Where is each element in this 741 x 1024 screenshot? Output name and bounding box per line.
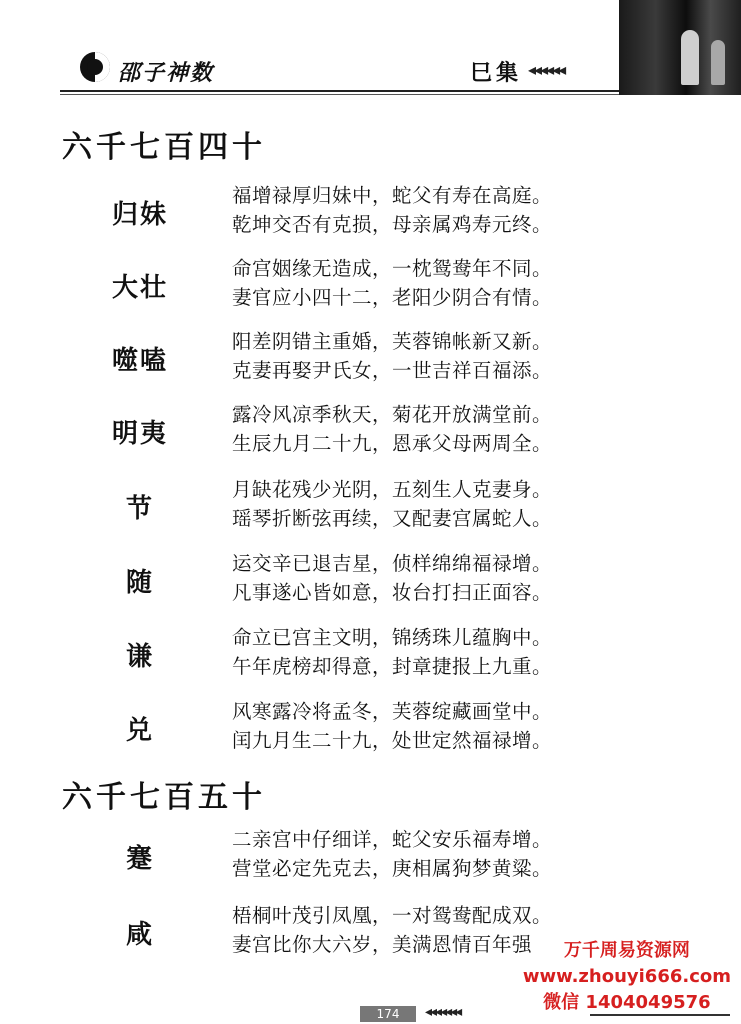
section-title: 六千七百四十	[62, 130, 266, 165]
verse-line: 生辰九月二十九，恩承父母两周全。	[232, 432, 553, 455]
yin-yang-icon	[80, 52, 110, 82]
footer-rule	[590, 1014, 730, 1016]
verse-line: 梧桐叶茂引凤凰，一对鸳鸯配成双。	[232, 904, 553, 927]
verse-line: 运交辛已退吉星，侦样绵绵福禄增。	[232, 552, 553, 575]
section-title: 六千七百五十	[62, 780, 266, 815]
hexagram-name: 随	[125, 568, 154, 598]
corner-photo	[619, 0, 741, 95]
verse-line: 命立已宫主文明，锦绣珠儿蕴胸中。	[232, 626, 553, 649]
verse-line: 营堂必定先克去，庚相属狗梦黄粱。	[232, 857, 553, 880]
verse-entry	[0, 180, 741, 240]
volume-label: 巳集	[470, 60, 523, 86]
verse-entry	[0, 824, 741, 884]
verse-line: 命宫姻缘无造成，一枕鸳鸯年不同。	[232, 257, 553, 280]
verse-line: 二亲宫中仔细详，蛇父安乐福寿增。	[232, 828, 553, 851]
verse-line: 瑶琴折断弦再续，又配妻宫属蛇人。	[232, 507, 553, 530]
hexagram-name: 兑	[125, 716, 154, 746]
hexagram-name: 谦	[125, 642, 154, 672]
verse-line: 克妻再娶尹氏女，一世吉祥百福添。	[232, 359, 553, 382]
verse-entry	[0, 696, 741, 756]
hexagram-name: 大壮	[111, 273, 168, 303]
hexagram-name: 节	[125, 494, 154, 524]
verse-line: 凡事遂心皆如意，妆台打扫正面容。	[232, 581, 553, 604]
page-number: 174	[360, 1006, 416, 1022]
verse-entry	[0, 474, 741, 534]
header-rule	[60, 90, 620, 92]
verse-entry	[0, 548, 741, 608]
header-arrows: ◂◂◂◂◂◂	[528, 60, 565, 79]
verse-entry	[0, 253, 741, 313]
verse-line: 福增禄厚归妹中，蛇父有寿在高庭。	[232, 184, 553, 207]
book-title: 邵子神数	[118, 60, 215, 86]
verse-entry	[0, 622, 741, 682]
page-footer	[0, 1000, 741, 1024]
hexagram-name: 噬嗑	[111, 346, 168, 376]
verse-entry	[0, 399, 741, 459]
verse-line: 风寒露冷将孟冬，芙蓉绽藏画堂中。	[232, 700, 553, 723]
verse-line: 月缺花残少光阴，五刻生人克妻身。	[232, 478, 553, 501]
watermark-url: www.zhouyi666.com	[522, 966, 731, 987]
verse-line: 露冷风凉季秋天，菊花开放满堂前。	[232, 403, 553, 426]
verse-line: 妻宫比你大六岁，美满恩情百年强	[232, 933, 533, 956]
hexagram-name: 归妹	[111, 200, 168, 230]
footer-arrows: ◂◂◂◂◂◂◂	[425, 1004, 461, 1020]
page-header	[0, 0, 741, 100]
hexagram-name: 明夷	[111, 419, 168, 449]
verse-line: 乾坤交否有克损，母亲属鸡寿元终。	[232, 213, 553, 236]
hexagram-name: 蹇	[125, 844, 154, 874]
verse-line: 阳差阴错主重婚，芙蓉锦帐新又新。	[232, 330, 553, 353]
watermark-wechat: 微信 1404049576	[543, 992, 711, 1013]
header-rule-thin	[60, 94, 620, 95]
verse-line: 妻官应小四十二，老阳少阴合有情。	[232, 286, 553, 309]
verse-line: 闰九月生二十九，处世定然福禄增。	[232, 729, 553, 752]
verse-entry	[0, 326, 741, 386]
verse-line: 午年虎榜却得意，封章捷报上九重。	[232, 655, 553, 678]
watermark-site-name: 万千周易资源网	[563, 940, 690, 961]
hexagram-name: 咸	[125, 920, 154, 950]
